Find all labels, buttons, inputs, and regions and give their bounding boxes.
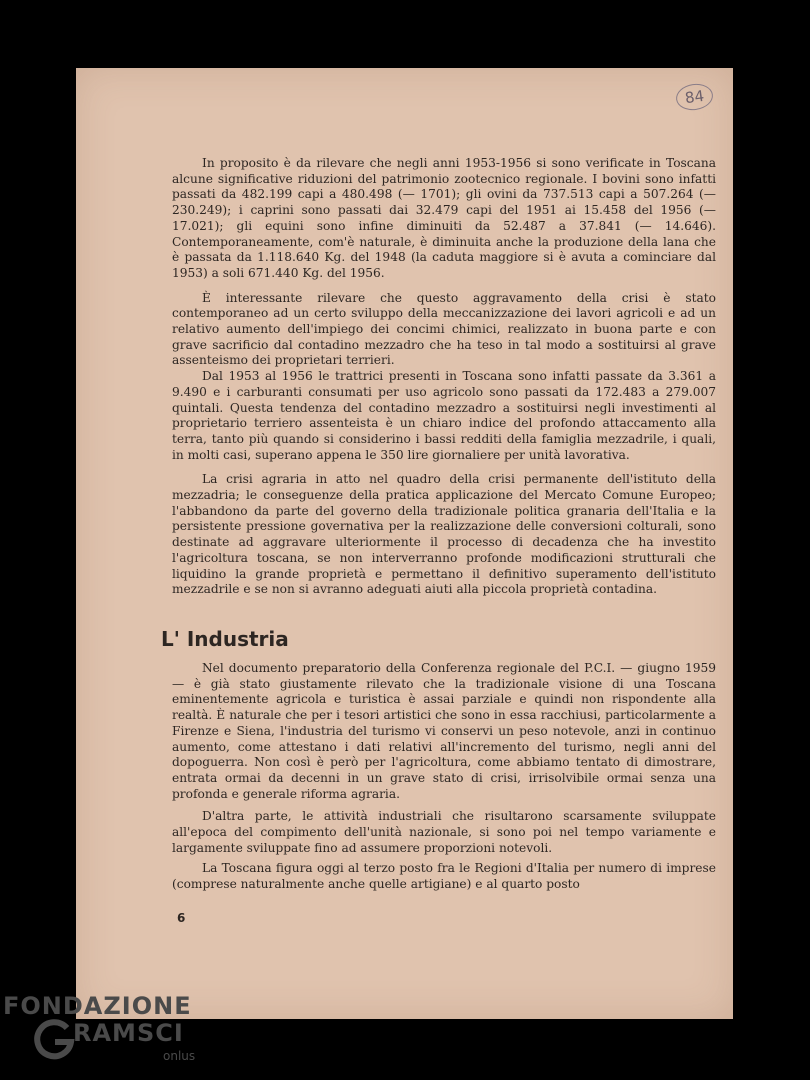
paragraph: Dal 1953 al 1956 le trattrici presenti in Toscana sono infatti passate da 3.361 a 9.490 e i carburanti consumati per uso agricolo sono passati da 172.483 a 279.007 quintali. Questa tendenza del contadino mezzadro a sostituirsi negli investimenti al proprietario terriero assenteista è un chiaro indice del profondo attaccamento alla terra, tanto più quando si considerino i bassi redditi della famiglia mezzadrile, i quali, in molti casi, superano appena le 350 lire giornaliere per unità lavorativa. bbox=[172, 369, 716, 462]
section-heading: L' Industria bbox=[161, 627, 289, 651]
paragraph: È interessante rilevare che questo aggravamento della crisi è stato contemporaneo ad un certo sviluppo della meccanizzazione dei lavori agricoli e ad un relativo aumento dell'impiego dei concimi chimici, realizzato in buona parte e con grave sacrificio dal contadino mezzadro che ha teso in tal modo a sostituirsi al grave assenteismo dei proprietari terrieri. bbox=[172, 290, 716, 368]
paragraph: La Toscana figura oggi al terzo posto fra le Regioni d'Italia per numero di imprese (comprese naturalmente anche quelle artigiane) e al quarto posto bbox=[172, 861, 716, 892]
paragraph: Nel documento preparatorio della Conferenza regionale del P.C.I. — giugno 1959 — è già stato giustamente rilevato che la tradizionale visione di una Toscana eminentemente agricola e turistica è assai parziale e quindi non rispondente alla realtà. È naturale che per i tesori artistici che sono in essa racchiusi, particolarmente a Firenze e Siena, l'industria del turismo vi conservi un peso notevole, anzi in continuo aumento, come attestano i dati relativi all'incremento del turismo, negli anni del dopoguerra. Non così è però per l'agricoltura, come abbiamo tentato di dimostrare, entrata ormai da decenni in un grave stato di crisi, irrisolvibile ormai senza una profonda e generale riforma agraria. bbox=[172, 661, 716, 801]
archive-number-stamp: 84 bbox=[674, 82, 714, 113]
paragraph: In proposito è da rilevare che negli anni 1953-1956 si sono verificate in Toscana alcune significative riduzioni del patrimonio zootecnico regionale. I bovini sono infatti passati da 482.199 capi a 480.498 (— 1701); gli ovini da 737.513 capi a 507.264 (— 230.249); i caprini sono passati dai 32.479 capi del 1951 ai 15.458 del 1956 (— 17.021); gli equini sono infine diminuiti da 52.487 a 37.841 (— 14.646). Contemporaneamente, com'è naturale, è diminuita anche la produzione della lana che è passata da 1.118.640 Kg. del 1948 (la caduta maggiore si è avuta a cominciare dal 1953) a soli 671.440 Kg. del 1956. bbox=[172, 156, 716, 280]
page-number: 6 bbox=[177, 911, 186, 925]
paragraph: La crisi agraria in atto nel quadro della crisi permanente dell'istituto della mezzadria; le conseguenze della pratica applicazione del Mercato Comune Europeo; l'abbandono da parte del governo della tradizionale politica granaria dell'Italia e la persistente pressione governativa per la realizzazione delle conversioni colturali, sono destinate ad aggravare ulteriormente il processo di decadenza che ha investito l'agricoltura toscana, se non interverranno profonde modificazioni strutturali che liquidino la grande proprietà e permettano il definitivo superamento dell'istituto mezzadrile e se non si avranno adeguati aiuti alla piccola proprietà contadina. bbox=[172, 472, 716, 597]
logo-suffix: onlus bbox=[163, 1049, 196, 1063]
section-1-text bbox=[172, 156, 716, 598]
logo-line-2: RAMSCI bbox=[73, 1019, 184, 1047]
fondazione-gramsci-logo bbox=[3, 992, 203, 1072]
logo-g-icon bbox=[31, 1016, 77, 1062]
paragraph: D'altra parte, le attività industriali che risultarono scarsamente sviluppate all'epoca del compimento dell'unità nazionale, si sono poi nel tempo variamente e largamente sviluppate fino ad assumere proporzioni notevoli. bbox=[172, 809, 716, 855]
document-page bbox=[76, 68, 733, 1019]
logo-line-1: FONDAZIONE bbox=[3, 992, 192, 1020]
section-2-text bbox=[172, 661, 716, 893]
